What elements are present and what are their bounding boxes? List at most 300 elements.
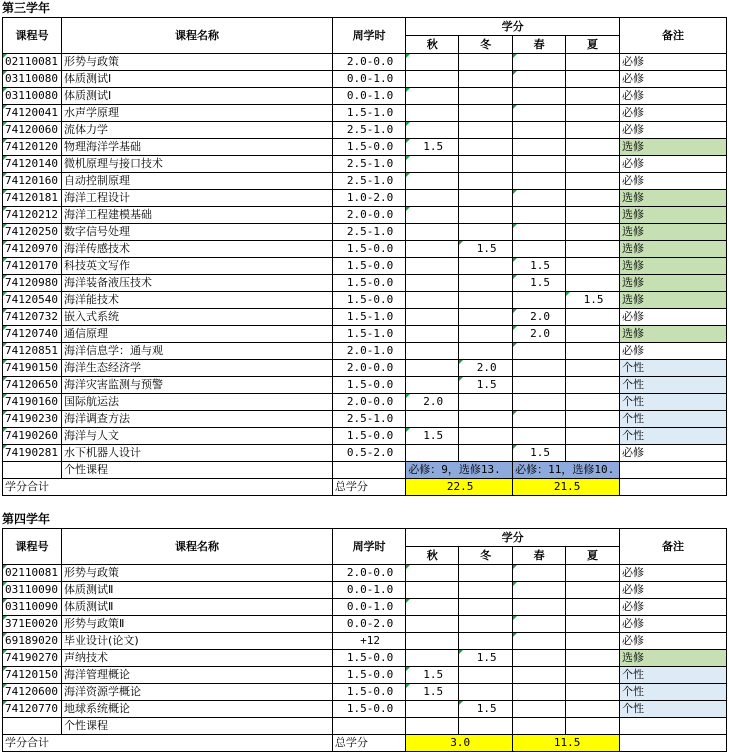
- credit-spring: [513, 650, 566, 667]
- course-code: 03110090: [3, 599, 62, 616]
- credit-winter: 2.0: [459, 360, 513, 377]
- credit-autumn: [406, 309, 459, 326]
- total-hours-label: 总学分: [332, 479, 405, 496]
- course-remark: 个性: [620, 701, 727, 718]
- credit-summer: [566, 156, 620, 173]
- credit-summer: [566, 105, 620, 122]
- personal-spring: [513, 718, 566, 735]
- credit-spring: [513, 71, 566, 88]
- credit-autumn-value: [406, 565, 458, 581]
- credit-summer: [566, 173, 620, 190]
- course-row: [3, 616, 727, 633]
- credit-spring-value: [513, 565, 565, 581]
- course-name: 海洋灾害监测与预警: [62, 377, 333, 394]
- course-hours: 0.0-1.0: [332, 71, 405, 88]
- year4-title: 第四学年: [2, 512, 51, 526]
- course-row: [3, 309, 727, 326]
- course-hours: 2.5-1.0: [332, 122, 405, 139]
- credit-spring: 1.5: [513, 445, 566, 462]
- course-hours: +12: [332, 633, 405, 650]
- credit-winter: [459, 565, 513, 582]
- course-row: [3, 394, 727, 411]
- total-label: 学分合计: [3, 735, 333, 752]
- course-remark: 选修: [620, 190, 727, 207]
- course-row: [3, 684, 727, 701]
- course-code: 74120740: [3, 326, 62, 343]
- credit-summer: [566, 377, 620, 394]
- header-winter: 冬: [459, 547, 513, 565]
- course-hours: 2.0-0.0: [332, 565, 405, 582]
- credit-winter: [459, 105, 513, 122]
- credit-spring: 1.5: [513, 258, 566, 275]
- course-name: 毕业设计(论文): [62, 633, 333, 650]
- course-hours: 2.0-1.0: [332, 343, 405, 360]
- credit-spring: [513, 224, 566, 241]
- credit-summer: [566, 701, 620, 718]
- credit-winter: [459, 616, 513, 633]
- credit-winter: [459, 343, 513, 360]
- course-hours: 1.5-0.0: [332, 667, 405, 684]
- credit-spring: [513, 633, 566, 650]
- credit-winter: [459, 156, 513, 173]
- credit-autumn: [406, 701, 459, 718]
- course-row: [3, 190, 727, 207]
- credit-autumn: [406, 88, 459, 105]
- course-code: 74120181: [3, 190, 62, 207]
- credit-spring: [513, 565, 566, 582]
- credit-autumn: [406, 411, 459, 428]
- course-remark: 必修: [620, 309, 727, 326]
- total-remark: [620, 479, 727, 496]
- credit-summer: [566, 582, 620, 599]
- credit-spring: 2.0: [513, 326, 566, 343]
- credit-summer: [566, 207, 620, 224]
- summary-autumn-winter: 必修：9，选修13.: [406, 462, 513, 479]
- credit-summer: [566, 616, 620, 633]
- course-hours: 0.0-1.0: [332, 582, 405, 599]
- course-hours: 1.5-1.0: [332, 326, 405, 343]
- header-name: 课程名称: [62, 18, 333, 54]
- total-row: [3, 735, 727, 752]
- personal-hours: [332, 718, 405, 735]
- course-hours: 0.0-2.0: [332, 616, 405, 633]
- course-row: [3, 173, 727, 190]
- course-remark: 必修: [620, 122, 727, 139]
- header-hours: 周学时: [332, 529, 405, 565]
- course-name: 形势与政策: [62, 565, 333, 582]
- course-name: 自动控制原理: [62, 173, 333, 190]
- course-name: 海洋传感技术: [62, 241, 333, 258]
- course-name: 嵌入式系统: [62, 309, 333, 326]
- course-name: 海洋资源学概论: [62, 684, 333, 701]
- credit-autumn: 1.5: [406, 139, 459, 156]
- course-hours: 1.5-1.0: [332, 309, 405, 326]
- course-code: 02110081: [3, 565, 62, 582]
- credit-spring: [513, 667, 566, 684]
- course-name: 数字信号处理: [62, 224, 333, 241]
- credit-autumn: 1.5: [406, 684, 459, 701]
- course-code: 74190281: [3, 445, 62, 462]
- personal-hours: [332, 462, 405, 479]
- credit-autumn: 1.5: [406, 428, 459, 445]
- credit-winter: 1.5: [459, 701, 513, 718]
- course-name: 科技英文写作: [62, 258, 333, 275]
- credit-summer: [566, 650, 620, 667]
- course-code: 74120160: [3, 173, 62, 190]
- credit-autumn: [406, 343, 459, 360]
- course-hours: 1.5-0.0: [332, 650, 405, 667]
- course-row: [3, 582, 727, 599]
- course-code: 03110080: [3, 88, 62, 105]
- credit-spring: [513, 241, 566, 258]
- header-hours: 周学时: [332, 18, 405, 54]
- course-name: 海洋生态经济学: [62, 360, 333, 377]
- credit-winter: [459, 326, 513, 343]
- course-code: 74120120: [3, 139, 62, 156]
- credit-autumn: [406, 633, 459, 650]
- course-name: 地球系统概论: [62, 701, 333, 718]
- course-hours: 1.5-0.0: [332, 377, 405, 394]
- credit-spring: [513, 616, 566, 633]
- credit-autumn: [406, 105, 459, 122]
- course-code: 74190270: [3, 650, 62, 667]
- personal-autumn: [406, 718, 459, 735]
- course-remark: 个性: [620, 684, 727, 701]
- course-row: [3, 599, 727, 616]
- credit-spring-value: [513, 633, 565, 649]
- credit-winter: [459, 122, 513, 139]
- course-remark: 选修: [620, 326, 727, 343]
- total-label: 学分合计: [3, 479, 333, 496]
- course-remark: 必修: [620, 88, 727, 105]
- credit-spring-value: [513, 616, 565, 632]
- credit-summer: [566, 445, 620, 462]
- credit-spring-value: [513, 190, 565, 206]
- course-remark: 个性: [620, 377, 727, 394]
- course-remark: 选修: [620, 139, 727, 156]
- course-code: 02110081: [3, 54, 62, 71]
- personal-code: [3, 462, 62, 479]
- credit-spring: [513, 701, 566, 718]
- year3-table: [2, 17, 727, 496]
- course-remark: 选修: [620, 258, 727, 275]
- course-code: 74190160: [3, 394, 62, 411]
- credit-spring: [513, 292, 566, 309]
- course-hours: 0.0-1.0: [332, 599, 405, 616]
- personal-row: [3, 718, 727, 735]
- credit-winter: [459, 173, 513, 190]
- credit-summer: 1.5: [566, 292, 620, 309]
- header-name: 课程名称: [62, 529, 333, 565]
- course-hours: 1.5-0.0: [332, 292, 405, 309]
- course-row: [3, 139, 727, 156]
- course-code: 69189020: [3, 633, 62, 650]
- credit-spring-value: [513, 224, 565, 240]
- course-hours: 1.5-0.0: [332, 684, 405, 701]
- header-row: [3, 18, 727, 36]
- header-summer: 夏: [566, 547, 620, 565]
- credit-spring: [513, 394, 566, 411]
- course-hours: 1.5-0.0: [332, 701, 405, 718]
- credit-winter: [459, 275, 513, 292]
- credit-spring: [513, 105, 566, 122]
- credit-spring: [513, 377, 566, 394]
- credit-summer: [566, 241, 620, 258]
- credit-spring: [513, 428, 566, 445]
- course-name: 形势与政策: [62, 54, 333, 71]
- course-row: [3, 54, 727, 71]
- course-code: 74120980: [3, 275, 62, 292]
- credit-summer: [566, 190, 620, 207]
- credit-spring: [513, 190, 566, 207]
- course-name: 水下机器人设计: [62, 445, 333, 462]
- total-spring-summer: 21.5: [513, 479, 620, 496]
- credit-spring: 1.5: [513, 275, 566, 292]
- course-row: [3, 633, 727, 650]
- credit-autumn: [406, 207, 459, 224]
- credit-autumn: [406, 582, 459, 599]
- course-name: 国际航运法: [62, 394, 333, 411]
- credit-winter: [459, 71, 513, 88]
- header-autumn: 秋: [406, 547, 459, 565]
- course-remark: 必修: [620, 616, 727, 633]
- course-remark: 必修: [620, 633, 727, 650]
- credit-autumn: [406, 71, 459, 88]
- course-row: [3, 411, 727, 428]
- header-spring: 春: [513, 36, 566, 54]
- personal-row: [3, 462, 727, 479]
- credit-autumn: [406, 224, 459, 241]
- credit-winter: 1.5: [459, 650, 513, 667]
- credit-summer: [566, 139, 620, 156]
- course-row: [3, 377, 727, 394]
- course-hours: 2.0-0.0: [332, 54, 405, 71]
- course-row: [3, 105, 727, 122]
- credit-autumn: [406, 377, 459, 394]
- header-row: [3, 529, 727, 547]
- course-row: [3, 445, 727, 462]
- credit-winter: [459, 224, 513, 241]
- course-code: 74120170: [3, 258, 62, 275]
- credit-spring-value: [513, 71, 565, 87]
- credit-spring: [513, 139, 566, 156]
- course-name: 海洋调查方法: [62, 411, 333, 428]
- credit-autumn-value: [406, 122, 458, 138]
- credit-autumn-value: [406, 156, 458, 172]
- year4-table: [2, 528, 727, 752]
- credit-spring: [513, 599, 566, 616]
- course-code: 74190260: [3, 428, 62, 445]
- course-code: 74120732: [3, 309, 62, 326]
- course-row: [3, 565, 727, 582]
- course-row: [3, 701, 727, 718]
- personal-label: 个性课程: [62, 718, 333, 735]
- credit-spring: [513, 343, 566, 360]
- credit-autumn-value: [406, 599, 458, 615]
- course-row: [3, 667, 727, 684]
- course-remark: 选修: [620, 275, 727, 292]
- total-hours-label: 总学分: [332, 735, 405, 752]
- course-remark: 必修: [620, 565, 727, 582]
- credit-autumn: 1.5: [406, 667, 459, 684]
- course-remark: 个性: [620, 428, 727, 445]
- credit-summer: [566, 667, 620, 684]
- course-row: [3, 326, 727, 343]
- course-code: 74120150: [3, 667, 62, 684]
- credit-spring: [513, 582, 566, 599]
- credit-autumn-value: [406, 173, 458, 189]
- credit-winter: [459, 292, 513, 309]
- course-remark: 必修: [620, 54, 727, 71]
- credit-winter: [459, 139, 513, 156]
- credit-autumn: 2.0: [406, 394, 459, 411]
- credit-winter: [459, 633, 513, 650]
- course-hours: 1.0-2.0: [332, 190, 405, 207]
- credit-spring: [513, 156, 566, 173]
- course-code: 03110090: [3, 582, 62, 599]
- course-name: 体质测试Ⅱ: [62, 582, 333, 599]
- credit-autumn: [406, 190, 459, 207]
- credit-winter: [459, 54, 513, 71]
- header-spring: 春: [513, 547, 566, 565]
- header-code: 课程号: [3, 18, 62, 54]
- course-code: 74120060: [3, 122, 62, 139]
- course-row: [3, 156, 727, 173]
- credit-summer: [566, 275, 620, 292]
- credit-autumn: [406, 650, 459, 667]
- course-hours: 0.0-1.0: [332, 88, 405, 105]
- credit-autumn: [406, 445, 459, 462]
- course-name: 通信原理: [62, 326, 333, 343]
- credit-spring: [513, 360, 566, 377]
- course-hours: 2.5-1.0: [332, 411, 405, 428]
- credit-winter: [459, 599, 513, 616]
- credit-spring: [513, 411, 566, 428]
- course-hours: 1.5-0.0: [332, 139, 405, 156]
- credit-autumn: [406, 565, 459, 582]
- course-remark: 必修: [620, 599, 727, 616]
- credit-autumn: [406, 156, 459, 173]
- course-remark: 必修: [620, 445, 727, 462]
- course-hours: 2.0-0.0: [332, 207, 405, 224]
- course-remark: 选修: [620, 241, 727, 258]
- credit-summer: [566, 343, 620, 360]
- credit-spring: 2.0: [513, 309, 566, 326]
- personal-label: 个性课程: [62, 462, 333, 479]
- credit-summer: [566, 88, 620, 105]
- course-row: [3, 241, 727, 258]
- course-code: 74120250: [3, 224, 62, 241]
- course-code: 74120600: [3, 684, 62, 701]
- credit-summer: [566, 326, 620, 343]
- credit-spring-value: [513, 582, 565, 598]
- course-row: [3, 71, 727, 88]
- credit-spring: [513, 54, 566, 71]
- course-name: 体质测试Ⅰ: [62, 71, 333, 88]
- credit-summer: [566, 54, 620, 71]
- course-hours: 1.5-0.0: [332, 241, 405, 258]
- header-winter: 冬: [459, 36, 513, 54]
- credit-winter: [459, 309, 513, 326]
- total-autumn-winter: 22.5: [406, 479, 513, 496]
- credit-winter: [459, 582, 513, 599]
- credit-summer: [566, 224, 620, 241]
- credit-summer: [566, 411, 620, 428]
- course-row: [3, 650, 727, 667]
- header-credits: 学分: [406, 529, 620, 547]
- course-remark: 个性: [620, 667, 727, 684]
- course-hours: 2.0-0.0: [332, 360, 405, 377]
- credit-winter: [459, 411, 513, 428]
- credit-autumn: [406, 599, 459, 616]
- course-hours: 1.5-0.0: [332, 428, 405, 445]
- credit-winter: 1.5: [459, 377, 513, 394]
- course-name: 海洋与人文: [62, 428, 333, 445]
- credit-winter: [459, 394, 513, 411]
- personal-summer: [566, 718, 620, 735]
- course-code: 74120970: [3, 241, 62, 258]
- course-name: 微机原理与接口技术: [62, 156, 333, 173]
- credit-autumn: [406, 360, 459, 377]
- credit-winter: [459, 684, 513, 701]
- credit-spring: [513, 684, 566, 701]
- credit-autumn: [406, 258, 459, 275]
- credit-autumn: [406, 54, 459, 71]
- credit-spring: [513, 173, 566, 190]
- header-autumn: 秋: [406, 36, 459, 54]
- course-name: 海洋装备液压技术: [62, 275, 333, 292]
- course-code: 74120650: [3, 377, 62, 394]
- course-code: 371E0020: [3, 616, 62, 633]
- course-row: [3, 88, 727, 105]
- header-remark: 备注: [620, 529, 727, 565]
- course-row: [3, 207, 727, 224]
- credit-summer: [566, 71, 620, 88]
- course-name: 海洋管理概论: [62, 667, 333, 684]
- credit-summer: [566, 599, 620, 616]
- course-row: [3, 275, 727, 292]
- credit-spring-value: [513, 411, 565, 427]
- credit-summer: [566, 684, 620, 701]
- credit-spring-value: [513, 343, 565, 359]
- credit-autumn-value: [406, 207, 458, 223]
- course-remark: 必修: [620, 71, 727, 88]
- credit-summer: [566, 309, 620, 326]
- credit-spring-value: [513, 105, 565, 121]
- course-row: [3, 258, 727, 275]
- credit-summer: [566, 565, 620, 582]
- credit-winter: [459, 207, 513, 224]
- course-hours: 2.5-1.0: [332, 156, 405, 173]
- course-remark: 选修: [620, 292, 727, 309]
- course-name: 海洋能技术: [62, 292, 333, 309]
- course-hours: 2.0-0.0: [332, 394, 405, 411]
- course-code: 74190150: [3, 360, 62, 377]
- course-name: 声纳技术: [62, 650, 333, 667]
- course-name: 形势与政策Ⅱ: [62, 616, 333, 633]
- course-hours: 1.5-0.0: [332, 258, 405, 275]
- header-code: 课程号: [3, 529, 62, 565]
- total-spring-summer: 11.5: [513, 735, 620, 752]
- course-row: [3, 122, 727, 139]
- credit-summer: [566, 633, 620, 650]
- course-remark: 个性: [620, 394, 727, 411]
- credit-winter: [459, 88, 513, 105]
- course-name: 水声学原理: [62, 105, 333, 122]
- course-name: 体质测试Ⅰ: [62, 88, 333, 105]
- credit-autumn-value: [406, 54, 458, 70]
- credit-spring: [513, 207, 566, 224]
